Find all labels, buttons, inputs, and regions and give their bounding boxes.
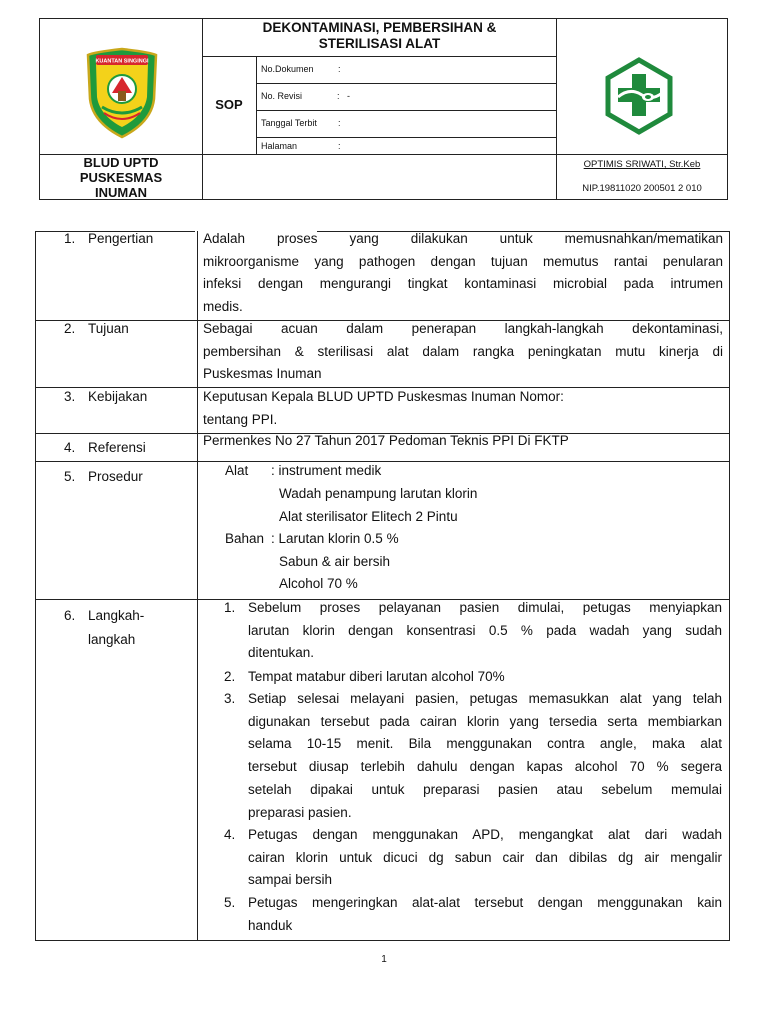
meta-sep: : (338, 118, 341, 128)
step-text: Setiap selesai melayani pasien, petugas memasukkan alat yang telah digunakan tersebut pada cairan klorin yang tersedia serta membiarkan selama 10-15 menit. Bila menggunakan contra angle, maka alat tersebut diusap terlebih dahulu dengan kapas alcohol 70 % segera setelah dipakai untuk preparasi pasien atau sebelum memulai preparasi pasien. (248, 691, 722, 820)
kebijakan-text: Keputusan Kepala BLUD UPTD Puskesmas Inuman Nomor: tentang PPI. (203, 389, 564, 427)
row-label-tujuan: 2. Tujuan (64, 321, 129, 336)
step-number: 2. (224, 669, 236, 684)
step-number: 4. (224, 827, 236, 842)
alat-label: Alat (225, 463, 249, 478)
puskesmas-logo (600, 57, 678, 135)
step-text: Petugas mengeringkan alat-alat tersebut dengan menggunakan kain handuk (248, 895, 722, 933)
bahan-label: Bahan (225, 531, 265, 546)
title-line-1: DEKONTAMINASI, PEMBERSIHAN & (262, 20, 497, 35)
step-number: 5. (224, 895, 236, 910)
alat-item: : instrument medik (271, 463, 382, 478)
meta-halaman (261, 141, 341, 151)
signer-nip: NIP.19811020 200501 2 010 (582, 183, 702, 194)
alat-item: Alat sterilisator Elitech 2 Pintu (279, 509, 458, 524)
row-label-langkah: 6. Langkah- langkah (64, 608, 145, 647)
step-text: Petugas dengan menggunakan APD, mengangkat alat dari wadah cairan klorin untuk dicuci dg sabun cair dan dibilas dg air mengalir sampai bersih (248, 827, 722, 888)
tujuan-text: Sebagai acuan dalam penerapan langkah-langkah dekontaminasi, pembersihan & sterilisasi alat dalam rangka peningkatan mutu kinerja di Puskesmas Inuman (203, 321, 723, 381)
step-text: Sebelum proses pelayanan pasien dimulai, petugas menyiapkan larutan klorin dengan konsentrasi 0.5 % pada wadah yang sudah ditentukan. (248, 600, 722, 661)
step-number: 1. (224, 600, 236, 615)
pengertian-text: Adalah proses yang dilakukan untuk memusnahkan/mematikan mikroorganisme yang pathogen dengan tujuan memutus rantai penularan infeksi dengan mengurangi tingkat kontaminasi microbial pada intrumen medis. (203, 231, 723, 314)
row-label-kebijakan: 3. Kebijakan (64, 389, 148, 404)
meta-sep: : (337, 91, 340, 101)
alat-item: Wadah penampung larutan klorin (279, 486, 478, 501)
meta-label: Halaman (261, 141, 298, 151)
bahan-item: : Larutan klorin 0.5 % (271, 531, 399, 546)
meta-label: No.Dokumen (261, 64, 314, 74)
step-number: 3. (224, 691, 236, 706)
bahan-item: Alcohol 70 % (279, 576, 358, 591)
step-text: Tempat matabur diberi larutan alcohol 70% (248, 669, 505, 684)
emblem-banner-text: KUANTAN SINGINGI (95, 58, 149, 65)
sop-label: SOP (215, 97, 243, 112)
signer-name: OPTIMIS SRIWATI, Str.Keb (583, 159, 701, 170)
org-line-3: INUMAN (95, 185, 147, 200)
bahan-item: Sabun & air bersih (279, 554, 391, 569)
row-label-prosedur: 5. Prosedur (64, 469, 143, 484)
meta-tanggal-terbit (261, 118, 341, 128)
org-line-2: PUSKESMAS (79, 170, 163, 185)
meta-no-revisi (261, 91, 350, 101)
regency-emblem-logo (84, 47, 160, 139)
title-line-2: STERILISASI ALAT (318, 36, 441, 51)
org-line-1: BLUD UPTD (83, 155, 159, 170)
referensi-text: Permenkes No 27 Tahun 2017 Pedoman Teknis PPI Di FKTP (203, 433, 569, 448)
meta-no-dokumen (261, 64, 341, 74)
organization-name (40, 155, 202, 200)
meta-value: - (347, 91, 350, 101)
meta-sep: : (338, 141, 341, 151)
meta-sep: : (338, 64, 341, 74)
meta-label: No. Revisi (261, 91, 303, 101)
row-label-pengertian: 1. Pengertian (64, 231, 154, 246)
meta-label: Tanggal Terbit (261, 118, 317, 128)
row-label-referensi: 4. Referensi (64, 440, 146, 455)
page-number: 1 (381, 954, 387, 965)
document-title (203, 20, 556, 52)
